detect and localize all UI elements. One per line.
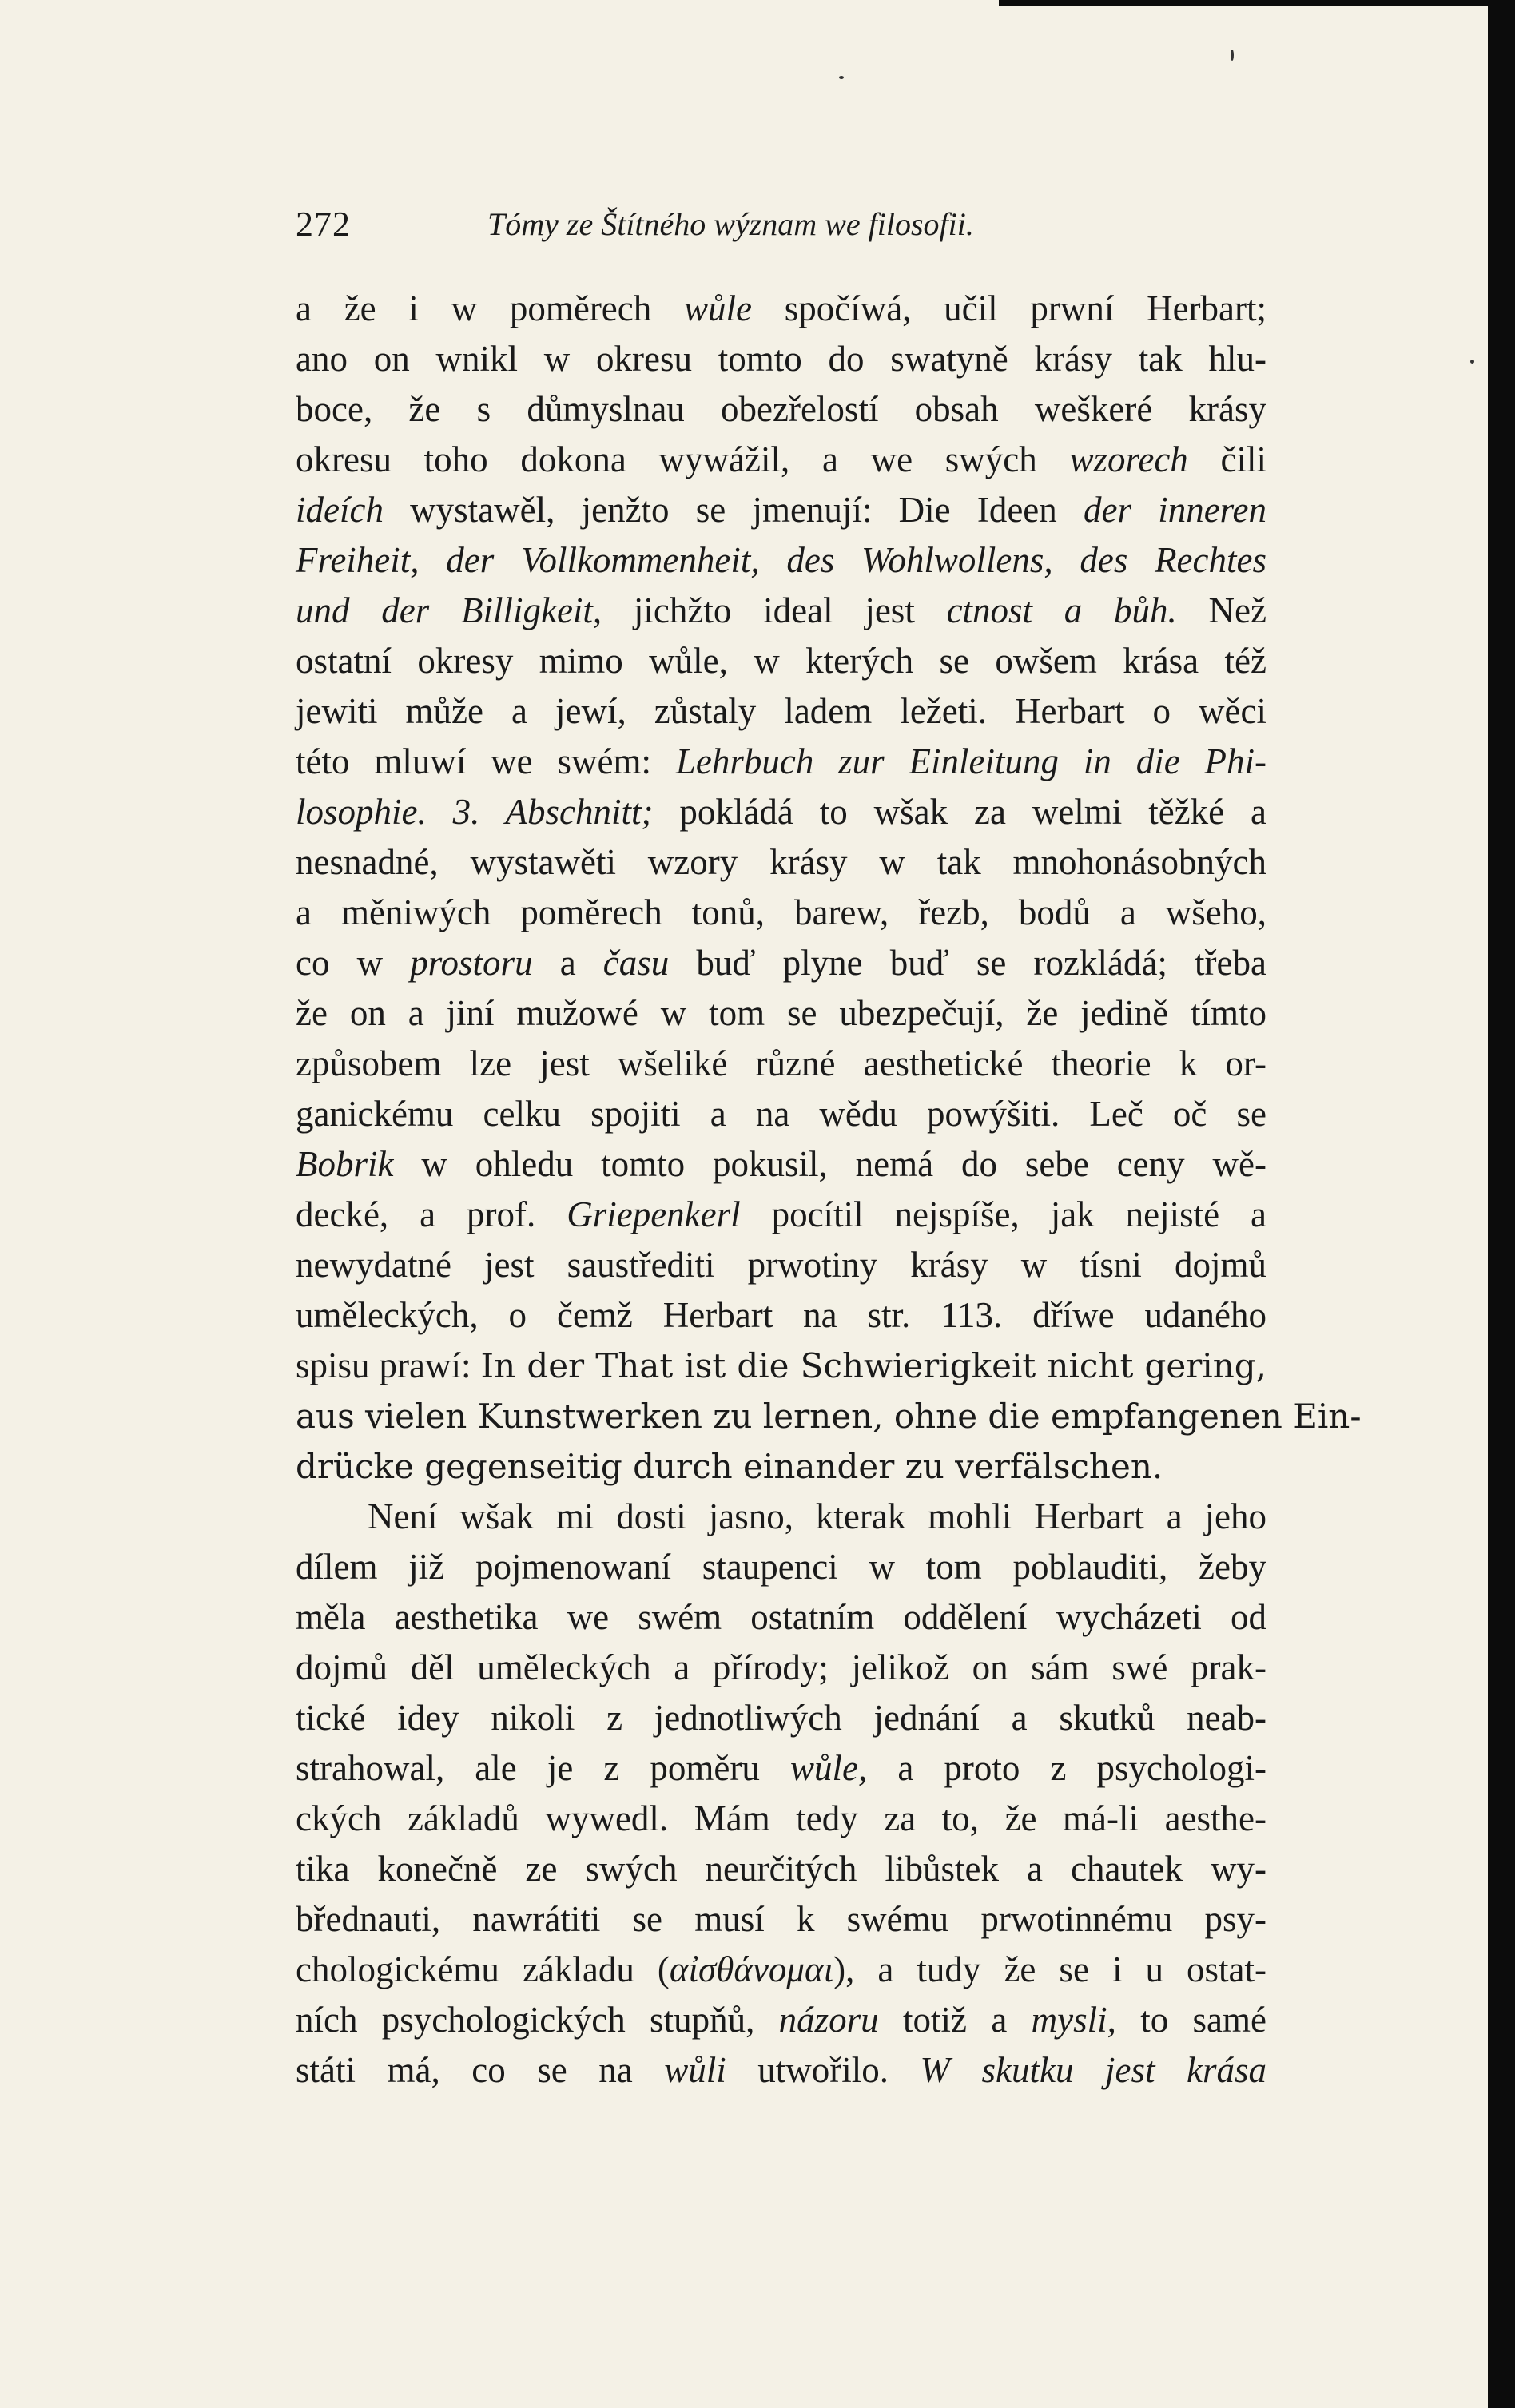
italic-text: mysli, — [1031, 2000, 1116, 2040]
text-line — [296, 888, 1266, 938]
text-line — [296, 938, 1266, 988]
fraktur-quote: In der That ist die Schwierigkeit nicht gering, — [480, 1346, 1266, 1385]
text-line — [296, 1089, 1266, 1139]
text-line — [296, 1139, 1266, 1190]
text-segment: ganickému celku spojiti a na wědu powýšiti. Leč oč se — [296, 1094, 1266, 1134]
text-segment: nesnadné, wystawěti wzory krásy w tak mnohonásobných — [296, 842, 1266, 882]
text-line — [296, 1240, 1266, 1290]
text-segment: spisu prawí: — [296, 1345, 481, 1385]
italic-text: Lehrbuch zur Einleitung in die Phi- — [675, 741, 1266, 781]
text-line — [296, 1341, 1266, 1391]
text-line — [296, 1844, 1266, 1894]
scan-border-top — [999, 0, 1488, 6]
text-segment: chologickému základu ( — [296, 1949, 670, 1989]
text-line — [296, 1794, 1266, 1844]
text-segment: Než — [1176, 590, 1266, 630]
text-segment: wystawěl, jenžto se jmenují: Die Ideen — [383, 490, 1084, 530]
text-segment: způsobem lze jest wšeliké různé aesthetické theorie k or- — [296, 1043, 1266, 1083]
text-segment: utwořilo. — [726, 2050, 921, 2090]
text-segment: totiž a — [878, 2000, 1032, 2040]
fraktur-quote: aus vielen Kunstwerken zu lernen, ohne die empfangenen Ein- — [296, 1397, 1362, 1436]
text-segment: a proto z psychologi- — [867, 1748, 1266, 1788]
text-line — [296, 837, 1266, 888]
text-line — [296, 1290, 1266, 1341]
scan-speck — [1470, 360, 1474, 364]
text-segment: čili — [1187, 439, 1266, 479]
text-segment: a že i w poměrech — [296, 288, 684, 328]
text-line — [296, 1995, 1266, 2045]
text-segment: jichžto ideal jest — [602, 590, 947, 630]
italic-text: wůle — [683, 288, 752, 328]
italic-text: der inneren — [1084, 490, 1266, 530]
text-segment: w ohledu tomto pokusil, nemá do sebe ceny wě- — [393, 1144, 1266, 1184]
text-line — [296, 1592, 1266, 1643]
page-header — [296, 204, 1266, 260]
text-segment: ano on wnikl w okresu tomto do swatyně krásy tak hlu- — [296, 339, 1266, 379]
italic-text: αἰσθάνομαι — [669, 1949, 834, 1989]
text-segment: pokládá to wšak za welmi těžké a — [653, 792, 1266, 832]
text-segment: okresu toho dokona wywážil, a we swých — [296, 439, 1070, 479]
text-segment: dílem již pojmenowaní staupenci w tom poblauditi, žeby — [296, 1547, 1266, 1587]
italic-text: ideích — [296, 490, 384, 530]
text-line — [296, 535, 1266, 586]
text-segment: newydatné jest saustřediti prwotiny krásy w tísni dojmů — [296, 1245, 1266, 1285]
text-line — [296, 1492, 1266, 1542]
text-line — [296, 1894, 1266, 1945]
italic-text: Bobrik — [296, 1144, 394, 1184]
text-line — [296, 1391, 1362, 1441]
italic-text: ctnost a bůh. — [946, 590, 1177, 630]
italic-text: názoru — [778, 2000, 879, 2040]
text-line — [296, 2045, 1266, 2096]
text-segment: to samé — [1115, 2000, 1266, 2040]
text-segment: buď plyne buď se rozkládá; třeba — [669, 943, 1266, 983]
text-segment: ostatní okresy mimo wůle, w kterých se owšem krása též — [296, 641, 1266, 681]
text-segment: strahowal, ale je z poměru — [296, 1748, 790, 1788]
italic-text: Freiheit, der Vollkommenheit, des Wohlwollens, des Rechtes — [296, 540, 1266, 580]
italic-text: wůli — [664, 2050, 726, 2090]
scan-speck — [839, 76, 844, 79]
text-segment: ), a tudy že se i u ostat- — [833, 1949, 1266, 1989]
text-segment: tika konečně ze swých neurčitých libůstek a chautek wy- — [296, 1849, 1266, 1889]
italic-text: wůle, — [789, 1748, 868, 1788]
text-line — [296, 384, 1266, 435]
text-segment: jewiti může a jewí, zůstaly ladem ležeti. Herbart o wěci — [296, 691, 1266, 731]
text-segment: a — [532, 943, 603, 983]
text-line — [296, 1743, 1266, 1794]
text-segment: uměleckých, o čemž Herbart na str. 113. dříwe udaného — [296, 1295, 1266, 1335]
text-line — [296, 586, 1266, 636]
text-segment: státi má, co se na — [296, 2050, 665, 2090]
italic-text: und der Billigkeit, — [296, 590, 602, 630]
book-page — [296, 204, 1362, 2096]
body-text — [296, 284, 1362, 2096]
text-line — [296, 636, 1266, 686]
text-line — [296, 1441, 1266, 1492]
text-line — [296, 435, 1266, 485]
text-line — [296, 1542, 1266, 1592]
text-line — [296, 686, 1266, 737]
running-title: Tómy ze Štítného wýznam we filosofii. — [487, 206, 974, 242]
scan-speck — [1231, 50, 1234, 61]
text-line — [296, 485, 1266, 535]
text-segment: co w — [296, 943, 411, 983]
fraktur-quote: drücke gegenseitig durch einander zu verfälschen. — [296, 1447, 1163, 1486]
text-segment: ckých základů wywedl. Mám tedy za to, že má-li aesthe- — [296, 1798, 1266, 1838]
text-segment: pocítil nejspíše, jak nejisté a — [740, 1194, 1266, 1234]
text-line — [296, 334, 1266, 384]
text-segment: decké, a prof. — [296, 1194, 567, 1234]
scan-border-right — [1488, 0, 1515, 2408]
text-segment: Není wšak mi dosti jasno, kterak mohli Herbart a jeho — [368, 1496, 1266, 1536]
text-line — [296, 1190, 1266, 1240]
text-line — [296, 284, 1266, 334]
italic-text: losophie. 3. Abschnitt; — [296, 792, 654, 832]
text-line — [296, 1693, 1266, 1743]
text-line — [296, 787, 1266, 837]
italic-text: wzorech — [1069, 439, 1188, 479]
text-segment: břednauti, nawrátiti se musí k swému prwotinnému psy- — [296, 1899, 1266, 1939]
text-segment: spočíwá, učil prwní Herbart; — [751, 288, 1266, 328]
text-line — [296, 737, 1266, 787]
italic-text: prostoru — [410, 943, 533, 983]
page-number: 272 — [296, 205, 351, 244]
text-segment: boce, že s důmyslnau obezřelostí obsah weškeré krásy — [296, 389, 1266, 429]
text-segment: měla aesthetika we swém ostatním oddělení wycházeti od — [296, 1597, 1266, 1637]
text-segment: že on a jiní mužowé w tom se ubezpečují, že jedině tímto — [296, 993, 1266, 1033]
text-line — [296, 988, 1266, 1039]
text-segment: ních psychologických stupňů, — [296, 2000, 779, 2040]
italic-text: Griepenkerl — [567, 1194, 741, 1234]
text-segment: a měniwých poměrech tonů, barew, řezb, bodů a wšeho, — [296, 892, 1266, 932]
italic-text: W skutku jest krása — [920, 2050, 1266, 2090]
italic-text: času — [602, 943, 670, 983]
text-segment: dojmů děl uměleckých a přírody; jelikož on sám swé prak- — [296, 1647, 1266, 1687]
text-segment: této mluwí we swém: — [296, 741, 676, 781]
text-line — [296, 1039, 1266, 1089]
text-line — [296, 1643, 1266, 1693]
text-segment: tické idey nikoli z jednotliwých jednání a skutků neab- — [296, 1698, 1266, 1738]
text-line — [296, 1945, 1266, 1995]
